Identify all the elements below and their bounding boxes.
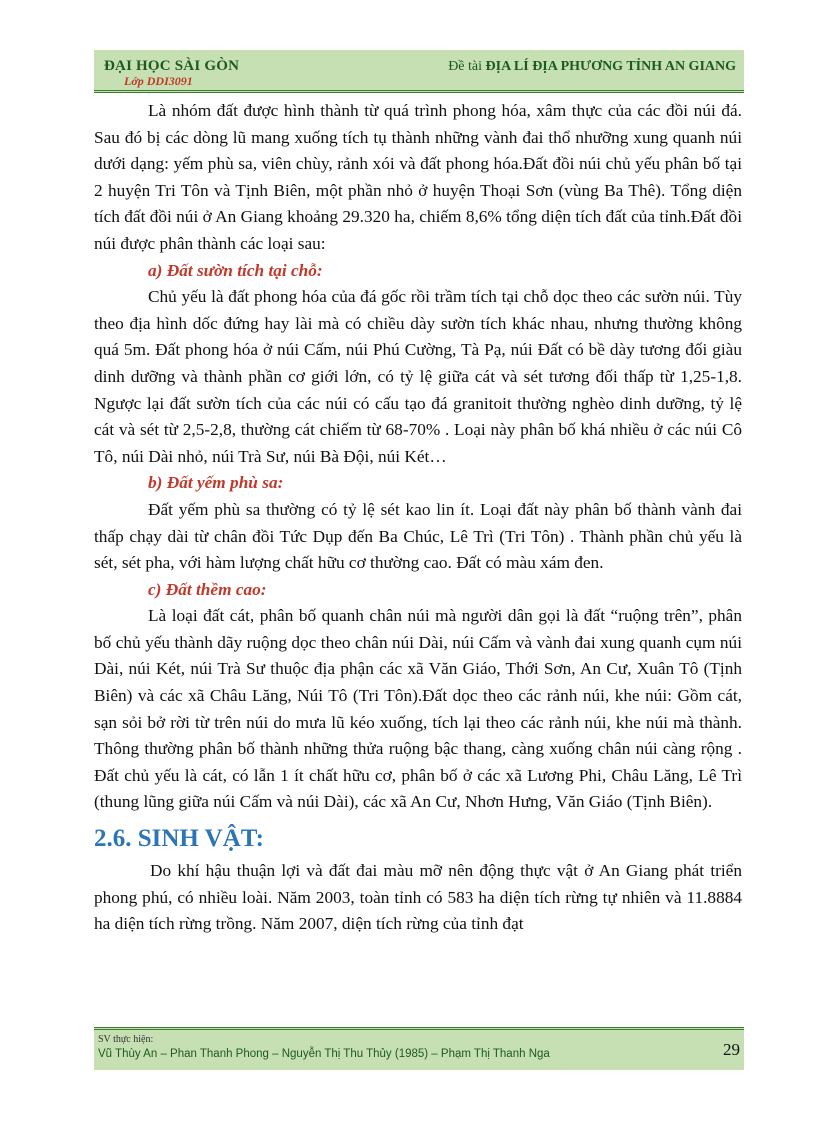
paragraph-biology: Do khí hậu thuận lợi và đất đai màu mỡ nên động thực vật ở An Giang phát triển phong phú, có nhiều loài. Năm 2003, toàn tỉnh có 583 ha diện tích rừng tự nhiên và 11.8884 ha diện tích rừng trồng. Năm 2007, diện tích rừng của tỉnh đạt	[94, 861, 742, 934]
section-title: 2.6. SINH VẬT:	[94, 825, 264, 853]
paragraph-c: Là loại đất cát, phân bố quanh chân núi mà người dân gọi là đất “ruộng trên”, phân bố chủ yếu thành dãy ruộng dọc theo chân núi Dài, núi Cấm và vành đai xung quanh cụm núi Dài, núi Két, núi Trà Sư thuộc địa phận các xã Văn Giáo, Thới Sơn, An Cư, Xuân Tô (Tịnh Biên) và các xã Châu Lăng, Núi Tô (Tri Tôn).Đất dọc theo các rảnh núi, khe núi: Gồm cát, sạn sỏi bở rời từ trên núi do mưa lũ kéo xuống, tích lại theo các rảnh núi, khe núi mà thành. Thông thường phân bố thành những thửa ruộng bậc thang, càng xuống chân núi càng rộng . Đất chủ yếu là cát, có lẫn 1 ít chất hữu cơ, phân bố ở các xã Lương Phi, Châu Lăng, Lê Trì (thung lũng giữa núi Cấm và núi Dài), các xã An Cư, Nhơn Hưng, Văn Giáo (Tịnh Biên).	[94, 606, 742, 812]
topic-prefix: Đề tài	[448, 59, 486, 74]
footer-authors: Vũ Thùy An – Phan Thanh Phong – Nguyễn Thị Thu Thủy (1985) – Phạm Thị Thanh Nga	[98, 1048, 550, 1060]
class-label: Lớp DDI3091	[124, 74, 193, 88]
subheading-a: a) Đất sườn tích tại chỗ:	[148, 260, 323, 280]
topic-name: ĐỊA LÍ ĐỊA PHƯƠNG TỈNH AN GIANG	[485, 59, 736, 74]
subheading-c: c) Đất thềm cao:	[148, 579, 267, 599]
paragraph-b: Đất yếm phù sa thường có tỷ lệ sét kao lin ít. Loại đất này phân bố thành vành đai thấp chạy dài từ chân đồi Tức Dụp đến Ba Chúc, Lê Trì (Tri Tôn) . Thành phần chủ yếu là sét, sét pha, với hàm lượng chất hữu cơ thường cao. Đất có màu xám đen.	[94, 499, 742, 573]
page-header	[94, 50, 744, 93]
page-number: 29	[723, 1040, 740, 1059]
page-footer	[94, 1027, 744, 1070]
footer-label: SV thực hiện:	[98, 1034, 154, 1045]
paragraph-intro: Là nhóm đất được hình thành từ quá trình phong hóa, xâm thực của các đồi núi đá. Sau đó bị các dòng lũ mang xuống tích tụ thành những vành đai thổ nhưỡng xung quanh núi dưới dạng: yếm phù sa, viên chùy, rảnh xói và đất phong hóa.Đất đồi núi chủ yếu phân bố tại 2 huyện Tri Tôn và Tịnh Biên, một phần nhỏ ở huyện Thoại Sơn (vùng Ba Thê). Tổng diện tích đất đồi núi ở An Giang khoảng 29.320 ha, chiếm 8,6% tổng diện tích đất của tỉnh.Đất đồi núi được phân thành các loại sau:	[94, 101, 742, 253]
topic-title	[448, 59, 736, 75]
university-name: ĐẠI HỌC SÀI GÒN	[104, 58, 240, 74]
page-content	[94, 98, 742, 938]
paragraph-a: Chủ yếu là đất phong hóa của đá gốc rồi trầm tích tại chỗ dọc theo các sườn núi. Tùy theo địa hình dốc đứng hay lài mà có chiều dày sườn tích khác nhau, nhưng thường không quá 5m. Đất phong hóa ở núi Cấm, núi Phú Cường, Tà Pạ, núi Đất có bề dày tương đối giàu dinh dưỡng và thành phần cơ giới lớn, có tỷ lệ giữa cát và sét tương đối thấp từ 1,25-1,8. Ngược lại đất sườn tích của các núi có cấu tạo đá granitoit thường nghèo dinh dưỡng, tỷ lệ cát và sét từ 2,5-2,8, thường cát chiếm từ 68-70% . Loại này phân bố khá nhiều ở các núi Cô Tô, núi Dài nhỏ, núi Trà Sư, núi Bà Đội, núi Két…	[94, 287, 742, 466]
subheading-b: b) Đất yếm phù sa:	[148, 473, 284, 493]
